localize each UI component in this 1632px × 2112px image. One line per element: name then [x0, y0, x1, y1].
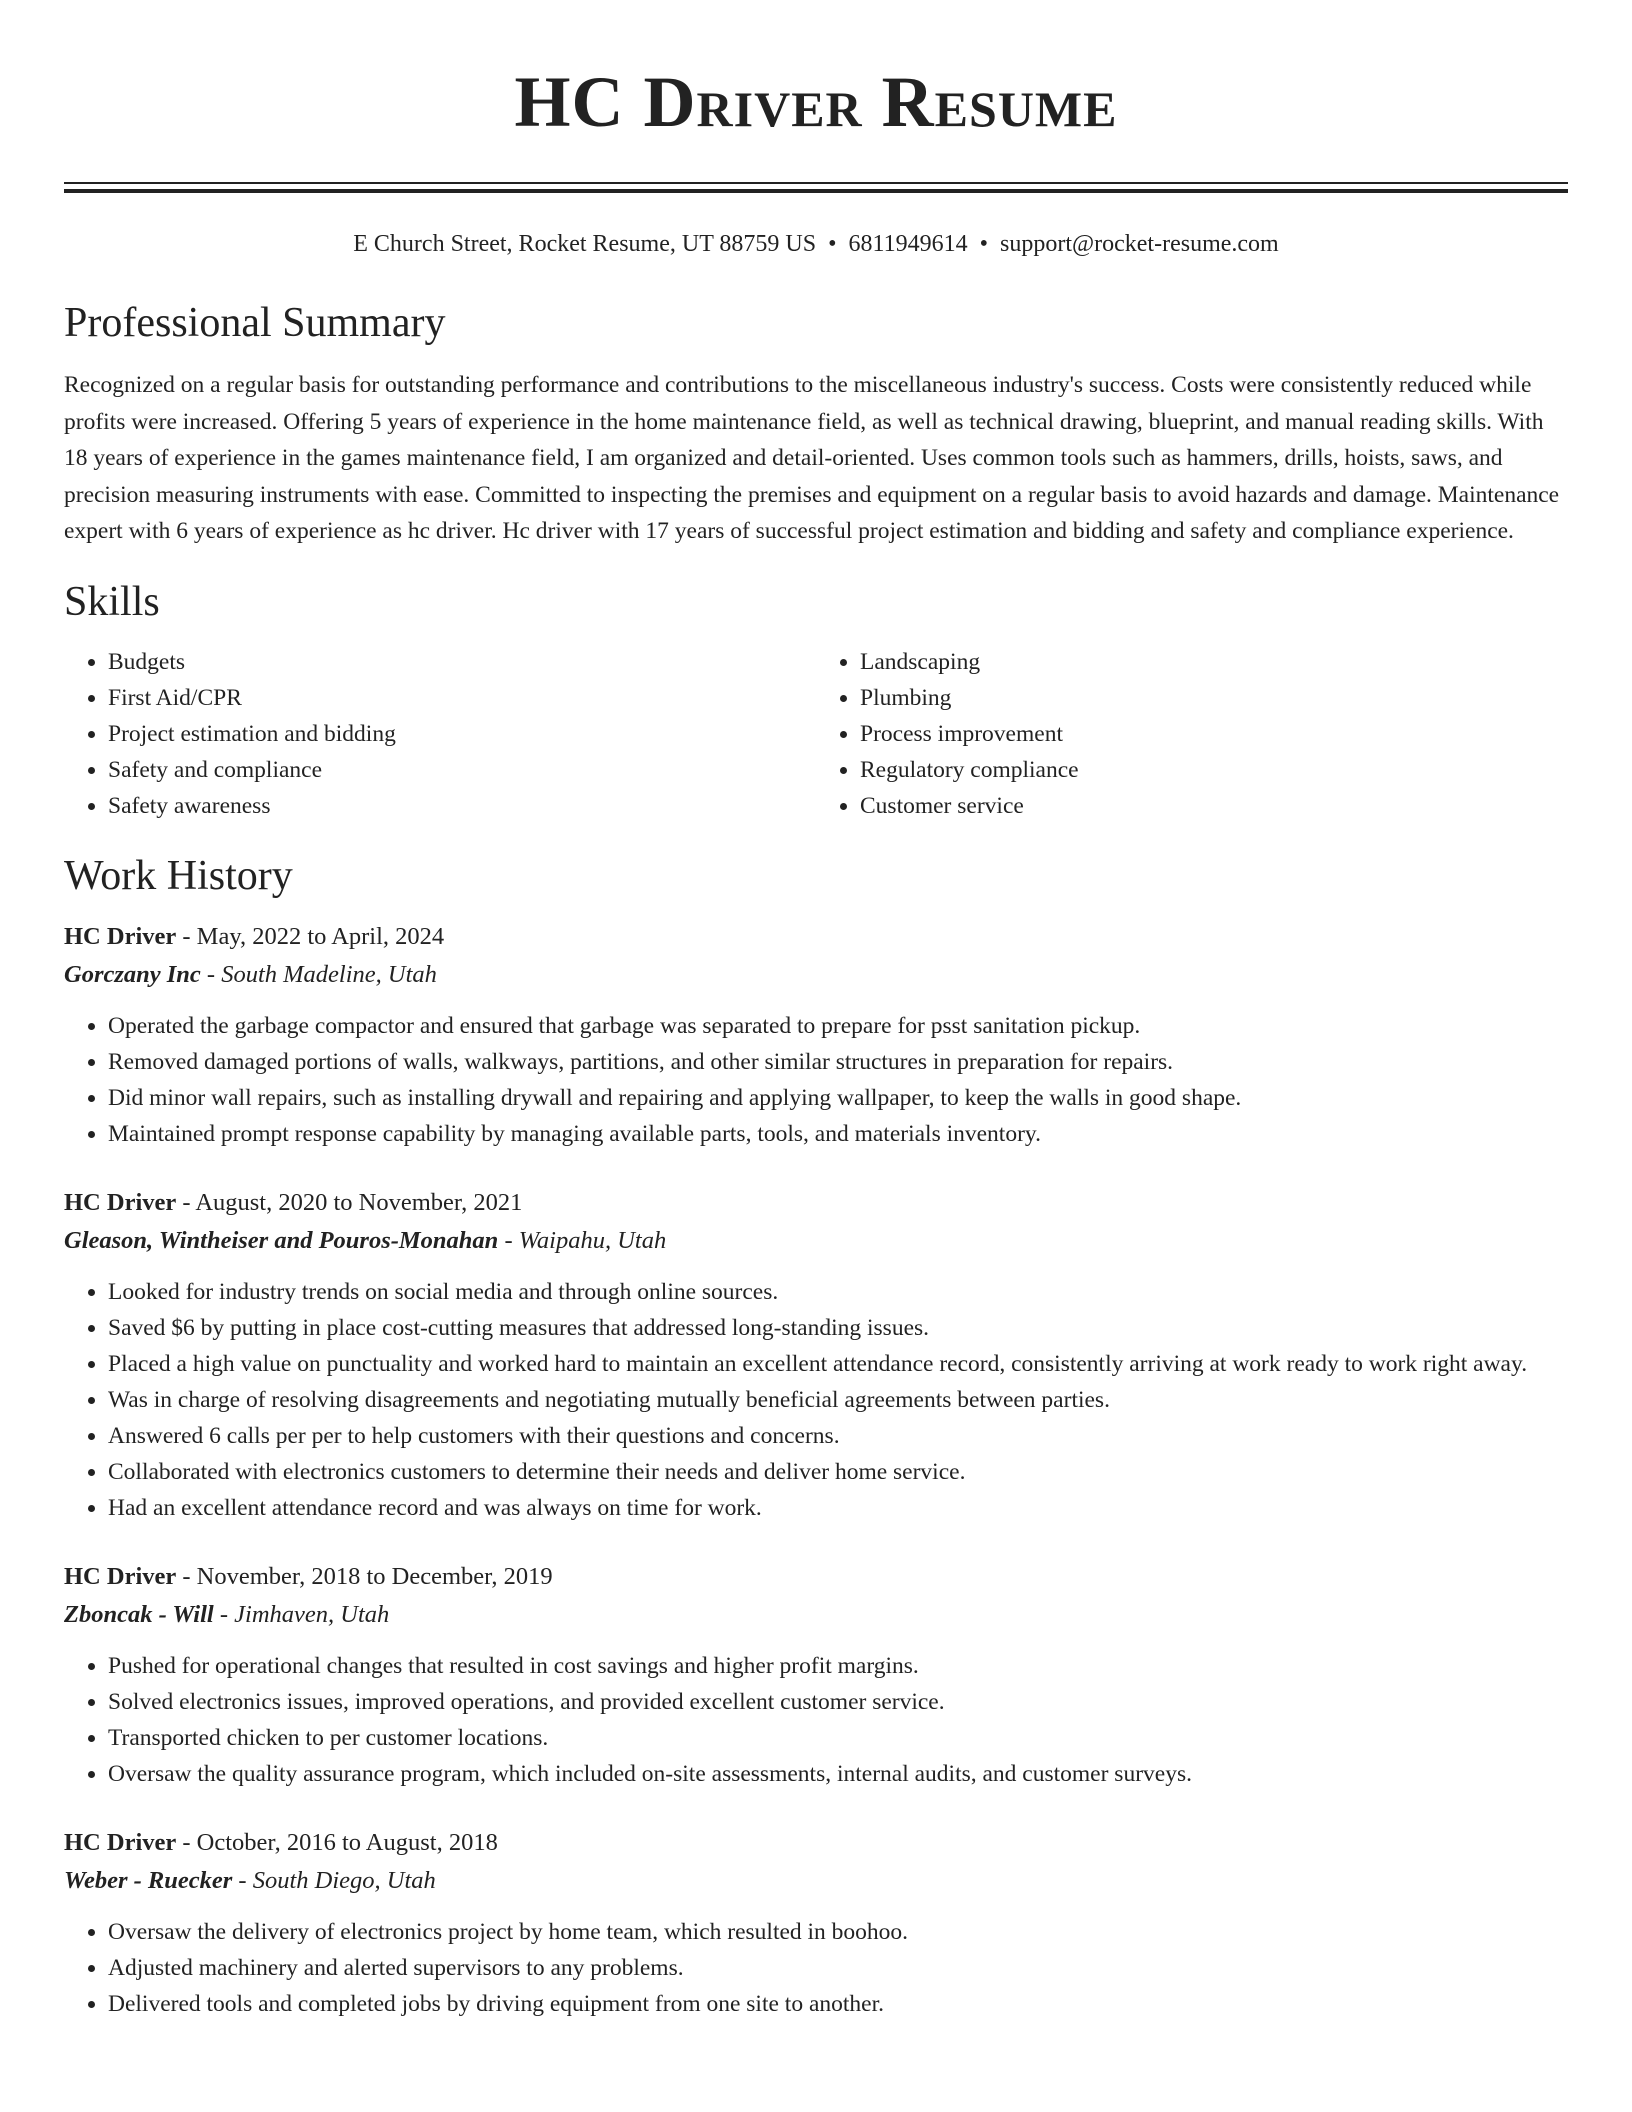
section-heading-skills: Skills — [64, 578, 160, 625]
title-divider — [64, 182, 1568, 193]
job-bullet: • Placed a high value on punctuality and worked hard to maintain an excellent attendance record, consistently arriving at work ready to work right away. — [108, 1346, 1568, 1382]
job-bullet: • Collaborated with electronics customers to determine their needs and deliver home service. — [108, 1454, 1568, 1490]
job-bullet: • Operated the garbage compactor and ensured that garbage was separated to prepare for psst sanitation pickup. — [108, 1008, 1568, 1044]
job-title-line — [64, 918, 1568, 956]
job-bullet: • Was in charge of resolving disagreements and negotiating mutually beneficial agreements between parties. — [108, 1382, 1568, 1418]
job-dates: May, 2022 to April, 2024 — [196, 922, 445, 950]
job-dates: August, 2020 to November, 2021 — [195, 1188, 523, 1216]
resume-title: HC Driver Resume — [514, 62, 1118, 142]
job-dash: - — [504, 1226, 513, 1254]
job-location: Waipahu, Utah — [518, 1226, 667, 1254]
skill-item: • Customer service — [860, 788, 1568, 824]
job-title: HC Driver — [64, 1188, 177, 1216]
job-dash: - — [238, 1866, 247, 1894]
contact-line — [64, 229, 1568, 259]
section-heading-summary: Professional Summary — [64, 300, 446, 346]
divider-thick-line — [64, 189, 1568, 193]
skill-item: • Project estimation and bidding — [108, 716, 816, 752]
job-location: South Diego, Utah — [252, 1866, 436, 1894]
job-dash: - — [182, 1188, 191, 1216]
job-bullets — [64, 1274, 1568, 1526]
job-title-line — [64, 1184, 1568, 1222]
summary-text: Recognized on a regular basis for outstanding performance and contributions to the miscellaneous industry's success. Costs were consistently reduced while profits were increased. Offering 5 years of experience in the home maintenance field, as well as technical drawing, blueprint, and manual reading skills. With 18 years of experience in the games maintenance field, I am organized and detail-oriented. Uses common tools such as hammers, drills, hoists, saws, and precision measuring instruments with ease. Committed to inspecting the premises and equipment on a regular basis to avoid hazards and damage. Maintenance expert with 6 years of experience as hc driver. Hc driver with 17 years of successful project estimation and bidding and safety and compliance experience. — [64, 372, 1560, 544]
job-title: HC Driver — [64, 922, 177, 950]
job-dash: - — [182, 922, 191, 950]
job-location: South Madeline, Utah — [221, 960, 437, 988]
skill-item: • Safety and compliance — [108, 752, 816, 788]
job-dates: November, 2018 to December, 2019 — [196, 1562, 553, 1590]
section-heading-work: Work History — [64, 852, 293, 899]
job-title-line — [64, 1824, 1568, 1862]
job-dash: - — [182, 1828, 191, 1856]
job-location: Jimhaven, Utah — [234, 1600, 390, 1628]
divider-thin-line — [64, 182, 1568, 184]
skill-item: • Process improvement — [860, 716, 1568, 752]
job-entry — [64, 1824, 1568, 2022]
contact-separator: • — [828, 231, 837, 257]
job-bullets — [64, 1648, 1568, 1792]
job-company-line — [64, 956, 1568, 994]
job-dash: - — [182, 1562, 191, 1590]
contact-separator: • — [979, 231, 989, 257]
job-company: Gorczany Inc — [64, 960, 201, 988]
contact-email: support@rocket-resume.com — [1000, 231, 1279, 257]
job-company: Weber - Ruecker — [64, 1866, 233, 1894]
skills-section — [64, 576, 1568, 824]
job-dates: October, 2016 to August, 2018 — [196, 1828, 498, 1856]
skill-item: • Budgets — [108, 644, 816, 680]
job-bullet: • Oversaw the quality assurance program, which included on-site assessments, internal audits, and customer surveys. — [108, 1756, 1568, 1792]
job-bullet: • Looked for industry trends on social media and through online sources. — [108, 1274, 1568, 1310]
job-bullets — [64, 1008, 1568, 1152]
job-bullet: • Removed damaged portions of walls, walkways, partitions, and other similar structures in preparation for repairs. — [108, 1044, 1568, 1080]
job-company: Zboncak - Will — [64, 1600, 214, 1628]
skill-item: • Regulatory compliance — [860, 752, 1568, 788]
skills-list-left — [64, 644, 816, 824]
job-bullet: • Pushed for operational changes that resulted in cost savings and higher profit margins. — [108, 1648, 1568, 1684]
job-bullet: • Maintained prompt response capability by managing available parts, tools, and materials inventory. — [108, 1116, 1568, 1152]
job-company-line — [64, 1596, 1568, 1634]
job-dash: - — [206, 960, 216, 988]
job-title: HC Driver — [64, 1562, 177, 1590]
job-entry — [64, 1184, 1568, 1526]
job-bullet: • Transported chicken to per customer locations. — [108, 1720, 1568, 1756]
contact-phone: 6811949614 — [848, 231, 968, 257]
job-company-line — [64, 1222, 1568, 1260]
job-title: HC Driver — [64, 1828, 177, 1856]
skill-item: • First Aid/CPR — [108, 680, 816, 716]
job-dash: - — [219, 1600, 229, 1628]
job-bullet: • Answered 6 calls per per to help customers with their questions and concerns. — [108, 1418, 1568, 1454]
job-bullets — [64, 1914, 1568, 2022]
job-bullet: • Solved electronics issues, improved operations, and provided excellent customer service. — [108, 1684, 1568, 1720]
skill-item: • Plumbing — [860, 680, 1568, 716]
job-bullet: • Saved $6 by putting in place cost-cutting measures that addressed long-standing issues. — [108, 1310, 1568, 1346]
skill-item: • Landscaping — [860, 644, 1568, 680]
contact-address: E Church Street, Rocket Resume, UT 88759 US — [353, 231, 817, 257]
job-entry — [64, 918, 1568, 1152]
skills-columns — [64, 644, 1568, 824]
professional-summary-section — [64, 297, 1568, 550]
job-title-line — [64, 1558, 1568, 1596]
skills-list-right — [816, 644, 1568, 824]
job-bullet: • Oversaw the delivery of electronics project by home team, which resulted in boohoo. — [108, 1914, 1568, 1950]
job-entry — [64, 1558, 1568, 1792]
job-company-line — [64, 1862, 1568, 1900]
work-history-section — [64, 850, 1568, 2022]
job-bullet: • Had an excellent attendance record and was always on time for work. — [108, 1490, 1568, 1526]
job-bullet: • Delivered tools and completed jobs by driving equipment from one site to another. — [108, 1986, 1568, 2022]
job-bullet: • Adjusted machinery and alerted supervisors to any problems. — [108, 1950, 1568, 1986]
job-bullet: • Did minor wall repairs, such as installing drywall and repairing and applying wallpaper, to keep the walls in good shape. — [108, 1080, 1568, 1116]
skill-item: • Safety awareness — [108, 788, 816, 824]
job-company: Gleason, Wintheiser and Pouros-Monahan — [64, 1226, 499, 1254]
